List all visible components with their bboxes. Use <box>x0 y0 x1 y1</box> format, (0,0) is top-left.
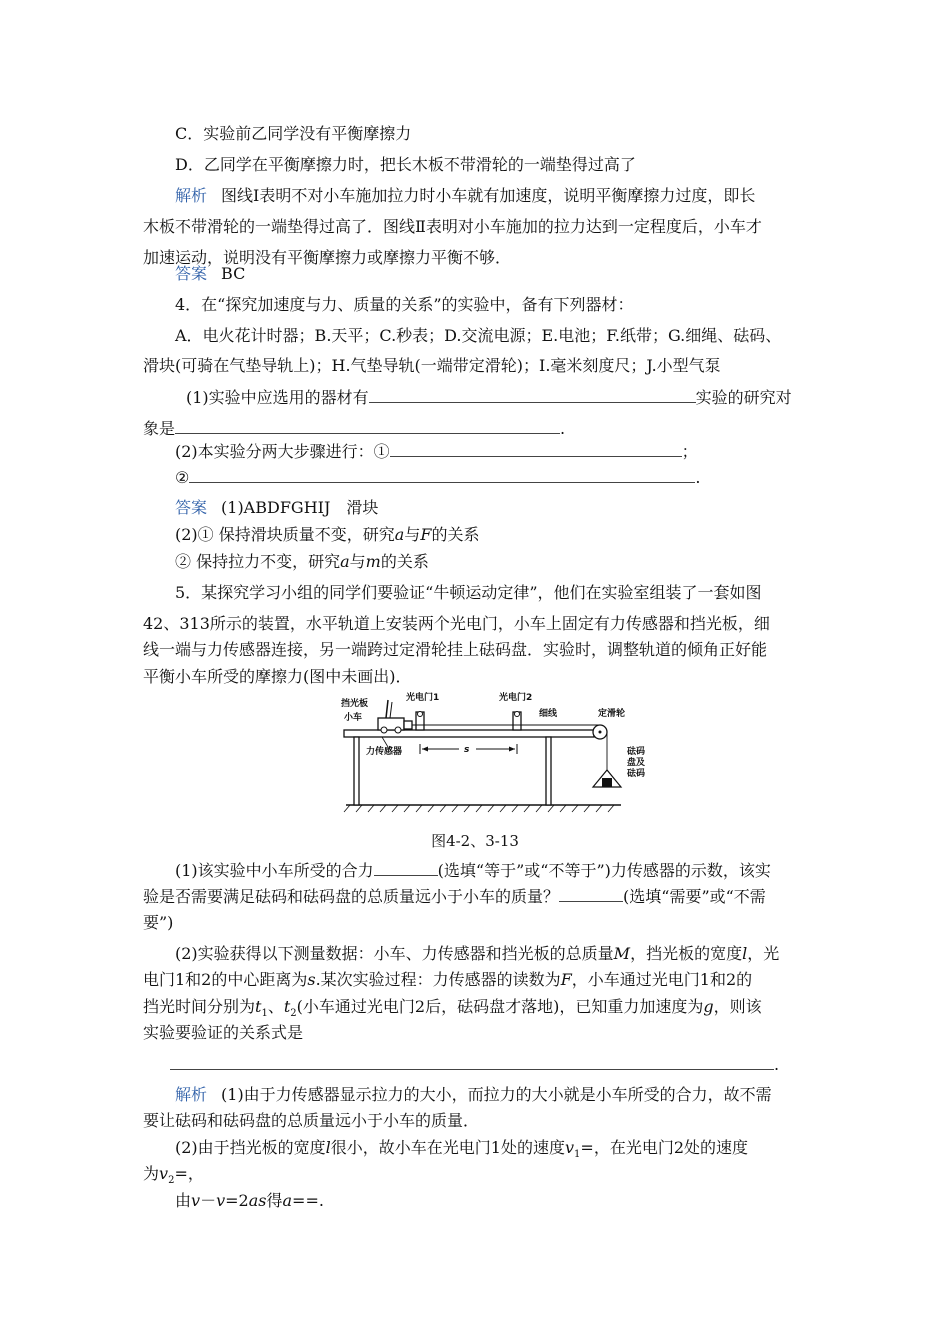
q5-part1-3: 要”) <box>143 913 174 932</box>
answer-q4-step2: ② 保持拉力不变，研究a与m的关系 <box>175 552 429 571</box>
label-s: s <box>464 745 470 755</box>
analysis-label: 解析 <box>175 186 208 205</box>
analysis-q3-line1: 解析 图线Ⅰ表明不对小车施加拉力时小车就有加速度，说明平衡摩擦力过度，即长 <box>175 186 756 205</box>
q4-part2: (2)本实验分两大步骤进行：① ； <box>175 442 698 461</box>
q4-materials-1: A．电火花计时器；B.天平；C.秒表；D.交流电源；E.电池；F.纸带；G.细绳、砝码、 <box>175 326 782 345</box>
analysis-q5-3: (2)由于挡光板的宽度l很小，故小车在光电门1处的速度$v_1=$，在光电门2处的速度 <box>175 1138 748 1161</box>
blank-materials[interactable] <box>369 387 696 403</box>
q5-part2-3: 挡光时间分别为$t_1$、$t_2$(小车通过光电门2后，砝码盘才落地)，已知重力加速度为g，则该 <box>143 997 762 1020</box>
q5-part2-1: (2)实验获得以下测量数据：小车、力传感器和挡光板的总质量M，挡光板的宽度l，光 <box>175 944 780 963</box>
option-c: C．实验前乙同学没有平衡摩擦力 <box>175 124 412 143</box>
q5-stem-1: 5．某探究学习小组的同学们要验证“牛顿运动定律”，他们在实验室组装了一套如图 <box>175 583 762 602</box>
analysis-q5-1: 解析 (1)由于力传感器显示拉力的大小，而拉力的大小就是小车所受的合力，故不需 <box>175 1085 772 1104</box>
analysis-q3-line3: 加速运动，说明没有平衡摩擦力或摩擦力平衡不够． <box>143 248 512 267</box>
blank-force[interactable] <box>374 860 438 876</box>
answer-q3: 答案 BC <box>175 264 246 283</box>
q4-part2-step2: ② . <box>175 468 701 487</box>
analysis-q5-5: 由v－v=2as得a==. <box>175 1191 324 1210</box>
q4-part1-cont: 象是 . <box>143 419 566 438</box>
force-sensor <box>404 721 412 729</box>
label-weight-3: 砝码 <box>627 769 646 779</box>
label-cart: 小车 <box>344 713 363 723</box>
q5-part2-answer-line: . <box>170 1054 779 1075</box>
q5-part1-2: 验是否需要满足砝码和砝码盘的总质量远小于小车的质量？ (选填“需要”或“不需 <box>143 887 766 906</box>
q5-part2-2: 电门1和2的中心距离为s.某次实验过程：力传感器的读数为F，小车通过光电门1和2的 <box>143 970 753 989</box>
analysis-q5-2: 要让砝码和砝码盘的总质量远小于小车的质量． <box>143 1111 480 1130</box>
baffle <box>386 700 388 718</box>
q4-materials-2: 滑块(可骑在气垫导轨上)；H.气垫导轨(一端带定滑轮)；I.毫米刻度尺；J.小型气泵 <box>143 356 721 375</box>
blank-relation[interactable] <box>170 1054 774 1070</box>
label-baffle: 挡光板 <box>341 699 369 709</box>
answer-q4: 答案 (1)ABDFGHIJ 滑块 <box>175 498 379 517</box>
q5-stem-2: 42、313所示的装置，水平轨道上安装两个光电门，小车上固定有力传感器和挡光板，细 <box>143 614 770 633</box>
q4-part1: (1)实验中应选用的器材有 实验的研究对 <box>186 388 792 407</box>
analysis-label: 解析 <box>175 1085 208 1104</box>
q4-stem: 4．在“探究加速度与力、质量的关系”的实验中，备有下列器材： <box>175 295 634 314</box>
blank-step2[interactable] <box>189 467 695 483</box>
label-gate2: 光电门2 <box>499 693 533 703</box>
label-sensor: 力传感器 <box>366 747 403 757</box>
apparatus-figure <box>336 692 656 817</box>
label-pulley: 定滑轮 <box>598 709 626 719</box>
answer-label: 答案 <box>175 264 208 283</box>
answer-q4-step1: (2)① 保持滑块质量不变，研究a与F的关系 <box>175 525 480 544</box>
blank-need[interactable] <box>559 886 623 902</box>
blank-step1[interactable] <box>390 441 682 457</box>
q5-part1-1: (1)该实验中小车所受的合力 (选填“等于”或“不等于”)力传感器的示数，该实 <box>175 861 771 880</box>
label-weight-2: 盘及 <box>627 758 646 768</box>
label-weight-1: 砝码 <box>627 747 646 757</box>
label-string: 细线 <box>539 709 558 719</box>
blank-object[interactable] <box>175 418 560 434</box>
analysis-q3-line2: 木板不带滑轮的一端垫得过高了．图线Ⅱ表明对小车施加的拉力达到一定程度后，小车才 <box>143 217 762 236</box>
option-d: D．乙同学在平衡摩擦力时，把长木板不带滑轮的一端垫得过高了 <box>175 155 636 174</box>
q5-stem-3: 线一端与力传感器连接，另一端跨过定滑轮挂上砝码盘．实验时，调整轨道的倾角正好能 <box>143 640 768 659</box>
analysis-q5-4: 为$v_2=$， <box>143 1164 204 1187</box>
figure-caption: 图4-2、3-13 <box>431 832 519 850</box>
q5-part2-4: 实验要验证的关系式是 <box>143 1023 304 1042</box>
q5-stem-4: 平衡小车所受的摩擦力(图中未画出)． <box>143 667 412 686</box>
answer-label: 答案 <box>175 498 208 517</box>
label-gate1: 光电门1 <box>406 693 440 703</box>
